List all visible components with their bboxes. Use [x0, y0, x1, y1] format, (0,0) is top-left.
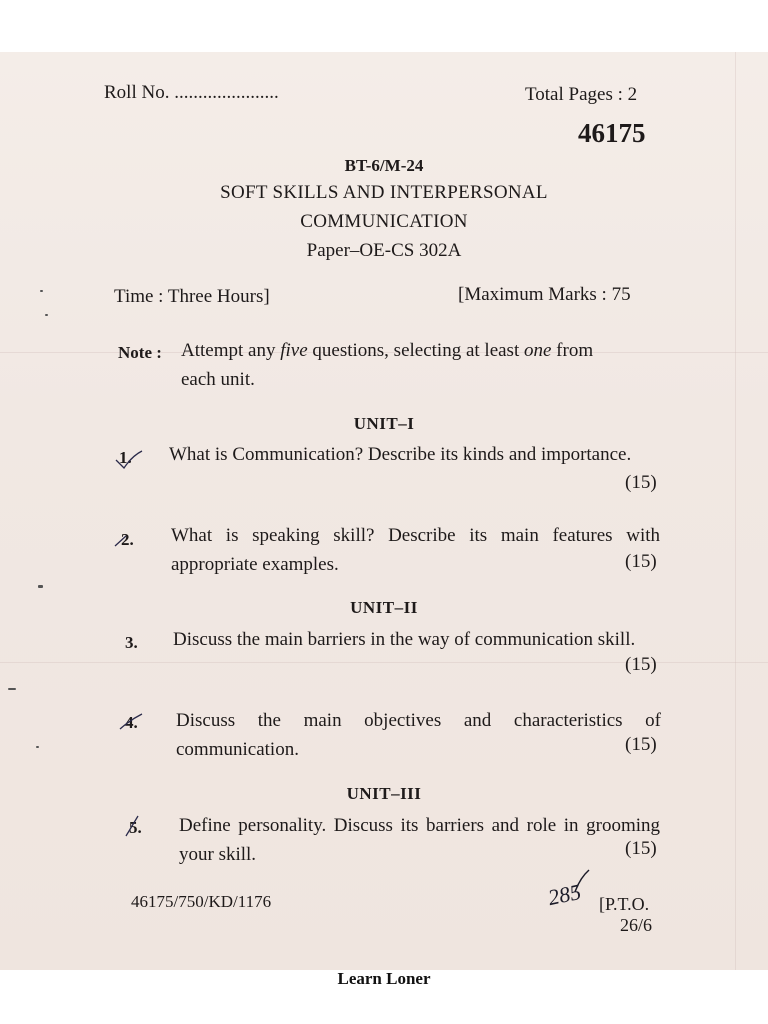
question-text: What is Communication? Describe its kinds and importance. [169, 444, 632, 465]
dust-speck [40, 290, 43, 292]
note-line2: each unit. [181, 369, 255, 390]
paper-number: Paper–OE-CS 302A [306, 240, 462, 261]
time-allowed: Time : Three Hours] [114, 286, 270, 307]
question-text: Discuss the main barriers in the way of communication skill. [173, 629, 636, 650]
question-number: 2. [121, 530, 134, 549]
tick-mark-icon [114, 448, 144, 470]
subject-title-line1: SOFT SKILLS AND INTERPERSONAL [220, 182, 548, 203]
handwritten-flourish-icon [572, 868, 592, 894]
question-text: Define personality. Discuss its barriers and role in grooming your skill. [179, 815, 660, 865]
unit-heading: UNIT–II [350, 598, 418, 617]
dust-speck [36, 746, 39, 748]
note-line1 [181, 340, 593, 362]
question-marks: (15) [625, 472, 657, 493]
note-label: Note : [118, 343, 162, 362]
tick-mark-icon [114, 528, 134, 550]
exam-code: BT-6/M-24 [344, 156, 424, 175]
note-emphasis: one [523, 340, 552, 361]
dust-speck [38, 585, 43, 588]
question-number: 3. [125, 633, 138, 652]
dust-speck [8, 688, 16, 690]
note-emphasis: five [280, 340, 308, 361]
subject-title-line2: COMMUNICATION [300, 211, 468, 232]
maximum-marks: [Maximum Marks : 75 [458, 284, 631, 305]
handwritten-note: 285 [545, 878, 584, 911]
question-number: 1. [119, 448, 132, 467]
tick-mark-icon [122, 813, 146, 839]
question-marks: (15) [625, 838, 657, 859]
question-marks: (15) [625, 551, 657, 572]
note-text: questions, selecting at least [307, 340, 524, 361]
roll-number: Roll No. ...................... [104, 82, 279, 103]
question-number: 5. [129, 818, 142, 837]
unit-heading: UNIT–I [353, 414, 415, 433]
paper-reference-code: 46175/750/KD/1176 [131, 892, 272, 911]
please-turn-over: [P.T.O. [599, 894, 650, 914]
note-text: Attempt any [181, 340, 281, 361]
unit-heading: UNIT–III [346, 784, 422, 803]
question-number: 4. [125, 713, 138, 732]
watermark-text: Learn Loner [337, 969, 431, 988]
tick-mark-icon [118, 710, 144, 732]
question-text: Discuss the main objectives and characteristics of communication. [176, 710, 661, 760]
note-text: from [551, 340, 594, 361]
dust-speck [45, 314, 48, 316]
date-label: 26/6 [620, 915, 653, 935]
question-text: What is speaking skill? Describe its main features with appropriate examples. [171, 525, 660, 575]
question-marks: (15) [625, 734, 657, 755]
question-marks: (15) [625, 654, 657, 675]
total-pages: Total Pages : 2 [525, 84, 638, 105]
paper-code: 46175 [578, 118, 646, 148]
